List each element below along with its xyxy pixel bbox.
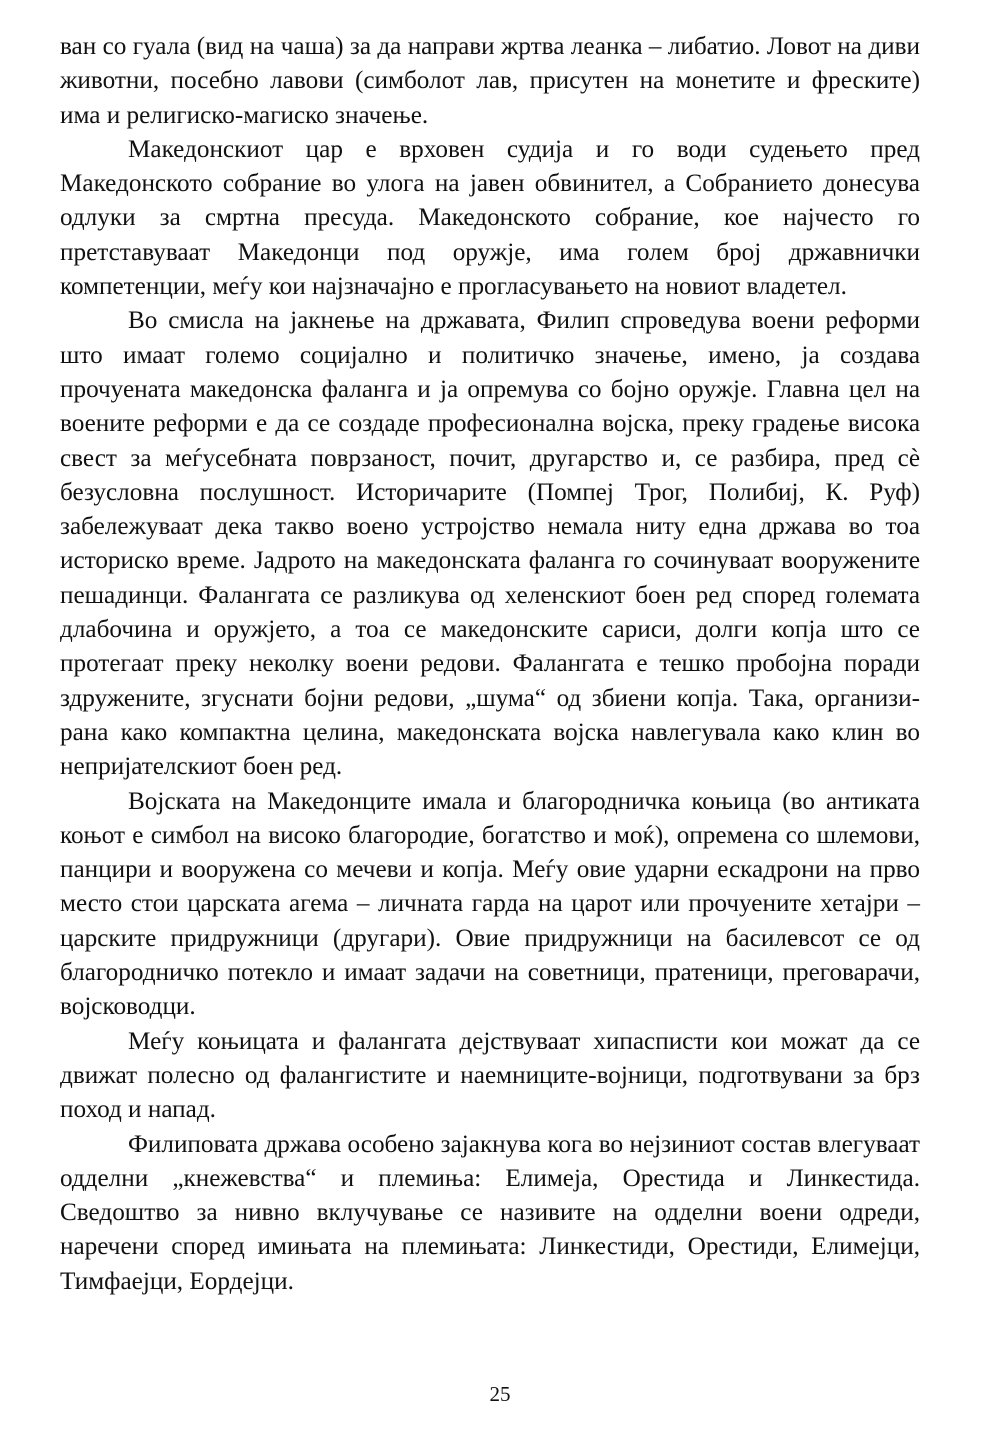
paragraph-hypaspists: Меѓу коњицата и фалангата дејствуваат хипасписти кои можат да се движат полесно од фалангистите и наемниците-војници, подготвувани за брз поход и напад. [60,1027,920,1124]
paragraph-continuation: ван со гуала (вид на чаша) за да направи жртва леанка – либатио. Ловот на диви животни, посебно лавови (симболот лав, присутен на монетите и фреските) има и религиско-магиско значење. [60,33,920,129]
page-number: 25 [489,1382,511,1406]
paragraph-military-reforms: Во смисла на јакнење на државата, Филип спроведува воени реформи што имаат големо социјално и политичко значење, имено, ја создава прочуената македонска фаланга и ја опремува со бојно оружје. Главна цел на воените реформи е да се создаде професионална војска, преку градење висока свест за меѓусебната поврзаност, почит, другарство и, се разбира, пред сè безусловна послушност. Историчарите (Помпеј Трог, Полибиј, К. Руф) забележуваат дека такво воено устројство немала ниту една држава во тоа историско време. Јадрото на македонската фаланга го сочинуваат вооружените пешадинци. Фалангата се разликува од хеленскиот боен ред според големата длабочина и оружјето, а тоа се македонските сариси, долги копја што се протегаат преку неколку воени редови. Фалангата е тешко пробојна поради здружените, згуснати бојни редови, „шума“ од збиени копја. Така, организирана како компактна целина, македонската војска навлегувала како клин во непријателскиот боен ред. [60,307,920,781]
paragraph-principalities: Филиповата држава особено зајакнува кога во нејзиниот состав влегуваат одделни „кнежевства“ и племиња: Елимеја, Орестида и Линкестида. Сведоштво за нивно вклучување се називите на одделни воени одреди, наречени според имињата на племињата: Линкестиди, Орестиди, Елимејци, Тимфаејци, Еордејци. [60,1130,920,1295]
body-text [60,30,920,1299]
paragraph-cavalry: Војската на Македонците имала и благородничка коњица (во антиката коњот е симбол на високо благородие, богатство и моќ), опремена со шлемови, панцири и вооружена со мечеви и копја. Меѓу овие ударни ескадрони на прво место стои царската агема – личната гарда на царот или прочуените хетајри – царските придружници (другари). Овие придружници на басилевсот се од благородничко потекло и имаат задачи на советници, пратеници, преговарачи, војсководци. [60,787,920,1021]
paragraph-macedonian-assembly: Македонскиот цар е врховен судија и го води судењето пред Македонското собрание во улога на јавен обвинител, а Собранието донесува одлуки за смртна пресуда. Македонското собрание, кое најчесто го претставуваат Македонци под оружје, има голем број државнички компетенции, меѓу кои најзначајно е прогласувањето на новиот владетел. [60,135,920,301]
